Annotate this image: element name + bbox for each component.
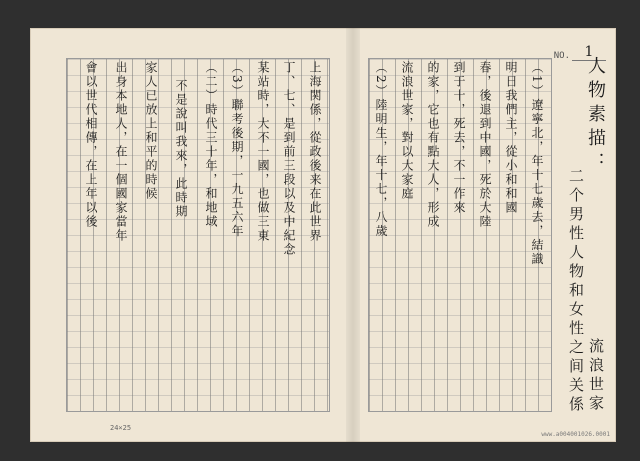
handwritten-column: 到于十，死去，不一作來 [452, 61, 466, 215]
handwritten-column: 家人已放上和平的時候 [144, 61, 158, 201]
handwritten-column: 明日我們主，從小和和國 [504, 61, 518, 215]
handwritten-column: （3）聯考後期，一九五六年 [230, 61, 244, 239]
handwritten-column: 丁、七、是到前三段以及中紀念 [282, 61, 296, 257]
handwritten-column: 流浪世家，對以大家庭 [400, 61, 414, 201]
handwritten-column: （2）陸明生，年十七，八歲 [374, 61, 388, 239]
grid-size-mark: 24×25 [110, 424, 132, 432]
handwritten-column: 的家，它也有點大人，形成 [426, 61, 440, 229]
sub-heading: 流浪世家 [587, 338, 605, 414]
handwritten-column: 上海関係，從政後来在此世界 [308, 61, 322, 243]
right-heading [582, 56, 608, 176]
number-label: NO. [553, 51, 570, 61]
archive-id: www.a004001026.0001 [541, 431, 610, 438]
heading-line-1: 人物素描： [585, 56, 606, 176]
paper-sheet [30, 28, 616, 442]
manuscript-grid-right [368, 58, 552, 412]
left-page [30, 28, 346, 442]
handwritten-column: 出身本地人，在一個國家當年 [114, 61, 128, 243]
handwritten-column: 不是說叫我來，此時期 [174, 79, 188, 219]
manuscript-grid-left [66, 58, 330, 412]
page-number: 1 [572, 44, 606, 61]
handwritten-column: 某站時，大不一國，也做三東 [256, 61, 270, 243]
handwritten-column: 春，後退到中國，死於大陸 [478, 61, 492, 229]
heading-line-2: 二个男性人物和女性之间关係 [567, 168, 585, 415]
handwritten-column: 會以世代相傳，在上年以後 [84, 61, 98, 229]
center-fold [346, 28, 360, 442]
handwritten-column: （二）時代三十年，和地域 [204, 61, 218, 229]
handwritten-column: （1）遼寧北，年十七歲去，結識 [530, 61, 544, 267]
right-page [360, 28, 616, 442]
